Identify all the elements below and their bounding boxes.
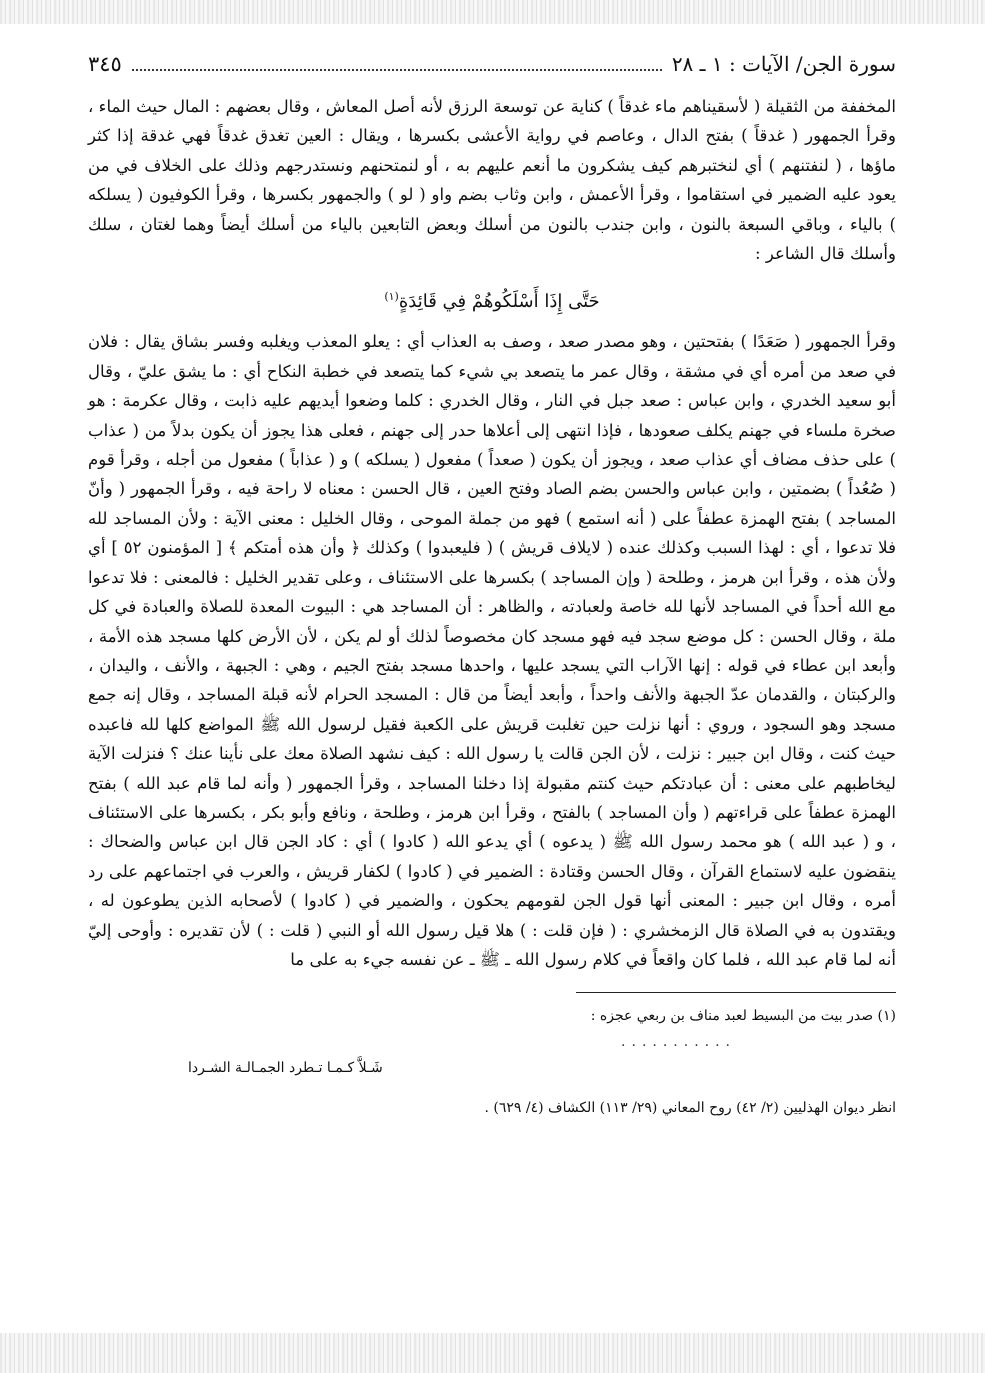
paragraph-main: وقرأ الجمهور ( صَعَدًا ) بفتحتين ، وهو مصدر صعد ، وصف به العذاب أي : يعلو المعذب ويغلبه وفسر بشاق يقال : فلان في صعد من أمره أي في مشقة ، وقال عمر ما يتصعد بي شيء كما يتصعد في خطبة النكاح أي : ما يشق عليّ ، وقال أبو سعيد الخدري ، وابن عباس : صعد جبل في النار ، وقال الخدري : كلما وضعوا أيديهم عليه ذابت ، وقال عكرمة : هو صخرة ملساء في جهنم يكلف صعودها ، فإذا انتهى إلى أعلاها حدر إلى جهنم ، فعلى هذا يجوز أن يكون بدلاً من ( عذاب ) على حذف مضاف أي عذاب صعد ، ويجوز أن يكون ( صعداً ) مفعول ( يسلكه ) و ( عذاباً ) مفعول من أجله ، وقرأ قوم ( صُعُداً ) بضمتين ، وابن عباس والحسن بضم الصاد وفتح العين ، قال الحسن : معناه لا راحة فيه ، وقرأ الجمهور ( وأنّ المساجد ) بفتح الهمزة عطفاً على ( أنه استمع ) فهو من جملة الموحى ، وقال الخليل : معنى الآية : ولأن المساجد لله فلا تدعوا ، أي : لهذا السبب وكذلك عنده ( لايلاف قريش ) ( فليعبدوا ) وكذلك ﴿ وأن هذه أمتكم ﴾ [ المؤمنون ٥٢ ] أي ولأن هذه ، وقرأ ابن هرمز ، وطلحة ( وإن المساجد ) بكسرها على الاستئناف ، وعلى تقدير الخليل : فالمعنى : فلا تدعوا مع الله أحداً في المساجد لأنها لله خاصة ولعبادته ، والظاهر : أن المساجد هي : البيوت المعدة للصلاة والعبادة في كل ملة ، وقال الحسن : كل موضع سجد فيه فهو مسجد كان مخصوصاً لذلك أو لم يكن ، لأن الأرض كلها مسجد هذه الأمة ، وأبعد ابن عطاء في قوله : إنها الآراب التي يسجد عليها ، واحدها مسجد بفتح الجيم ، وهي : الجبهة ، والأنف ، واليدان ، والركبتان ، والقدمان عدّ الجبهة والأنف واحداً ، وأبعد أيضاً من قال : المسجد الحرام لأنه قبلة المساجد ، وقال إنه جمع مسجد وهو السجود ، وروي : أنها نزلت حين تغلبت قريش على الكعبة فقيل لرسول الله ﷺ المواضع كلها لله فاعبده حيث كنت ، وقال ابن جبير : نزلت ، لأن الجن قالت يا رسول الله : كيف نشهد الصلاة معك على نأينا عنك ؟ فنزلت الآية ليخاطبهم على معنى : أن عبادتكم حيث كنتم مقبولة إذا دخلنا المساجد ، وقرأ الجمهور ( وأنه لما قام عبد الله ) بفتح الهمزة عطفاً على قراءتهم ( وأن المساجد ) بالفتح ، وقرأ ابن هرمز ، وطلحة ، ونافع وأبو بكر ، بكسرها على الاستئناف ، و ( عبد الله ) هو محمد رسول الله ﷺ ( يدعوه ) أي يدعو الله ( كادوا ) أي : كاد الجن قال ابن عباس والضحاك : ينقضون عليه لاستماع القرآن ، وقال الحسن وقتادة : الضمير في ( كادوا ) لكفار قريش ، والعرب في اجتماعهم على رد أمره ، وقال ابن جبير : المعنى أنها قول الجن لقومهم يحكون ، والضمير في ( كادوا ) لأصحابه الذين يطوعون له ، ويقتدون به في الصلاة قال الزمخشري : ( فإن قلت : ) هلا قيل رسول الله أو النبي ( قلت : ) لأن تقديره : وأوحى إليّ أنه لما قام عبد الله ، فلما كان واقعاً في كلام رسول الله ـ ﷺ ـ عن نفسه جيء به على ما: [88, 332, 897, 969]
footnotes: [88, 1003, 896, 1121]
leader-dots: [132, 55, 662, 71]
footnote-1-hemistich: شَـلاَّ كـمـا تـطرد الجمـالـة الشـردا: [188, 1060, 383, 1077]
verse-text: حَتَّى إِذَا أَسْلَكُوهُمْ فِي قَائِدَةٍ: [398, 291, 600, 313]
book-page: [88, 52, 896, 1121]
footnote-1-reference: انظر ديوان الهذليين (٢/ ٤٢) روح المعاني (٢٩/ ١١٣) الكشاف (٤/ ٦٢٩) .: [484, 1100, 896, 1117]
footnote-separator: [576, 992, 896, 993]
footnote-marker: (١): [384, 290, 399, 304]
page-number: ٣٤٥: [88, 52, 122, 76]
body-text: [88, 92, 896, 974]
scan-edge-bottom: [0, 1333, 985, 1373]
running-head: [88, 52, 896, 86]
footnote-1-text: (١) صدر بيت من البسيط لعبد مناف بن ربعي عجزه :: [590, 1008, 896, 1025]
scan-edge-top: [0, 0, 985, 24]
poetry-verse: [88, 282, 896, 317]
footnote-1-dots: ...........: [621, 1034, 736, 1051]
paragraph-intro: المخففة من الثقيلة ( لأسقيناهم ماء غدقاً ) كناية عن توسعة الرزق لأنه أصل المعاش ، وقال بعضهم : المال حيث الماء ، وقرأ الجمهور ( غدقاً ) بفتح الدال ، وعاصم في رواية الأعشى بكسرها ، ويقال : العين تغدق غدقاً فهي غدقة إذا كثر ماؤها ، ( لنفتنهم ) أي لنختبرهم كيف يشكرون ما أنعم عليهم به ، أو لنمتحنهم ونستدرجهم وذلك على الخلاف في من يعود عليه الضمير في استقاموا ، وقرأ الأعمش ، وابن وثاب بضم واو ( لو ) والجمهور بكسرها ، وقرأ الكوفيون ( يسلكه ) بالياء ، وباقي السبعة بالنون ، وابن جندب بالنون من أسلك وبعض التابعين بالياء من أسلك أيضاً وهما لغتان ، سلك وأسلك قال الشاعر :: [88, 97, 896, 264]
surah-title: سورة الجن/ الآيات : ١ ـ ٢٨: [671, 52, 896, 76]
